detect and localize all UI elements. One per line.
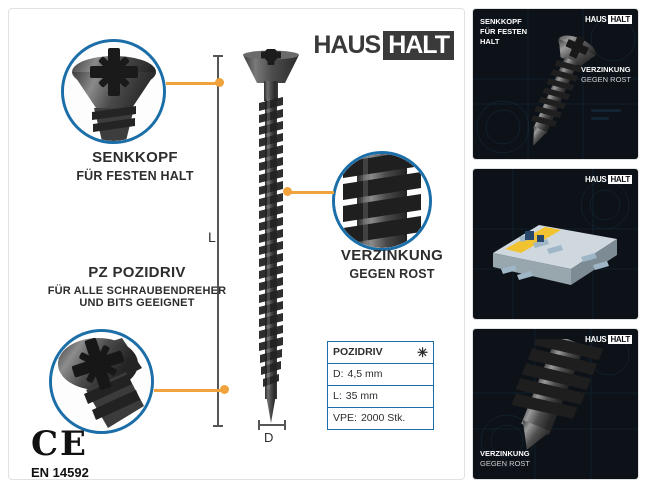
thumb2-logo-halt: HALT (610, 175, 630, 184)
callout-coating-leader-dot (283, 187, 292, 196)
callout-head-leader-dot (215, 78, 224, 87)
callout-drive-line3: UND BITS GEEIGNET (79, 297, 195, 309)
pozidriv-recess-icon (52, 332, 151, 431)
length-dimension-label: L (208, 229, 216, 245)
thumb2-logo-haus: HAUS (584, 175, 607, 184)
ce-certification (31, 424, 89, 480)
brand-logo-halt: HALT (383, 31, 454, 60)
thumb-coating[interactable] (472, 328, 639, 480)
pozidriv-star-icon: ✳ (417, 345, 428, 360)
spec-row-drive (328, 342, 433, 364)
thumb1-logo-halt: HALT (610, 15, 630, 24)
brand-logo (313, 31, 454, 60)
callout-head-caption (45, 149, 225, 183)
spec-drive-label: POZIDRIV (333, 346, 383, 358)
diameter-dimension-line (258, 424, 286, 426)
spec-vpe-label: VPE: (333, 412, 357, 424)
spec-table (327, 341, 434, 430)
thumb2-logo (585, 175, 632, 184)
thumbnail-column (472, 8, 637, 478)
spec-length-value: 35 mm (345, 390, 378, 402)
callout-drive-caption (37, 264, 237, 309)
diameter-dimension-label: D (264, 430, 274, 445)
callout-coating-leader-line (288, 191, 334, 194)
length-dimension-line (217, 55, 219, 427)
thumb3-logo-haus: HAUS (584, 335, 607, 344)
callout-coating-title: VERZINKUNG (340, 247, 444, 264)
thumb-head-and-coating[interactable] (472, 8, 639, 160)
thread-closeup-thumb-icon (497, 339, 615, 459)
callout-head-circle (61, 39, 166, 144)
thumb1-right-line2: GEGEN ROST (580, 75, 631, 84)
thumb1-line2: FÜR FESTEN (480, 27, 528, 36)
thumb1-logo (585, 15, 632, 24)
thumb3-logo-halt: HALT (610, 335, 630, 344)
thread-closeup-icon (335, 154, 429, 248)
callout-drive-line2: FÜR ALLE SCHRAUBENDREHER (47, 285, 227, 297)
callout-coating-caption (327, 247, 457, 281)
callout-drive-circle (49, 329, 154, 434)
thumb1-line1: SENKKOPF (480, 17, 522, 26)
callout-coating-circle (332, 151, 432, 251)
spec-row-diameter (328, 364, 433, 386)
spec-row-length (328, 386, 433, 408)
thumb1-right-text (581, 65, 631, 85)
thumb1-right-line1: VERZINKUNG (580, 65, 631, 74)
thumb3-line2: GEGEN ROST (480, 459, 531, 468)
screw-illustration (241, 49, 301, 429)
thumb-screw-box[interactable] (472, 168, 639, 320)
screw-head-icon (64, 42, 163, 141)
callout-drive-leader-line (154, 389, 224, 392)
thumb3-bottom-text (480, 449, 530, 469)
spec-row-vpe (328, 408, 433, 429)
spec-vpe-value: 2000 Stk. (360, 412, 406, 424)
callout-head-subtitle: FÜR FESTEN HALT (76, 169, 194, 183)
callout-head-leader-line (166, 82, 219, 85)
brand-logo-haus: HAUS (313, 31, 381, 59)
spec-diameter-value: 4,5 mm (347, 368, 383, 380)
callout-drive-title: PZ POZIDRIV (88, 264, 186, 281)
ce-standard-label: EN 14592 (31, 465, 89, 480)
main-panel (8, 8, 465, 480)
spec-length-label: L: (333, 390, 342, 402)
callout-head-title: SENKKOPF (92, 149, 178, 166)
thumb1-logo-haus: HAUS (584, 15, 607, 24)
spec-diameter-label: D: (333, 368, 344, 380)
callout-coating-subtitle: GEGEN ROST (349, 267, 435, 281)
callout-drive-leader-dot (220, 385, 229, 394)
screw-box-icon (489, 209, 621, 295)
thumb1-line3: HALT (480, 37, 500, 46)
ce-mark-icon: CE (31, 424, 88, 464)
thumb1-top-left-text (480, 17, 527, 47)
thumb3-line1: VERZINKUNG (480, 449, 530, 458)
thumb3-logo (585, 335, 632, 344)
